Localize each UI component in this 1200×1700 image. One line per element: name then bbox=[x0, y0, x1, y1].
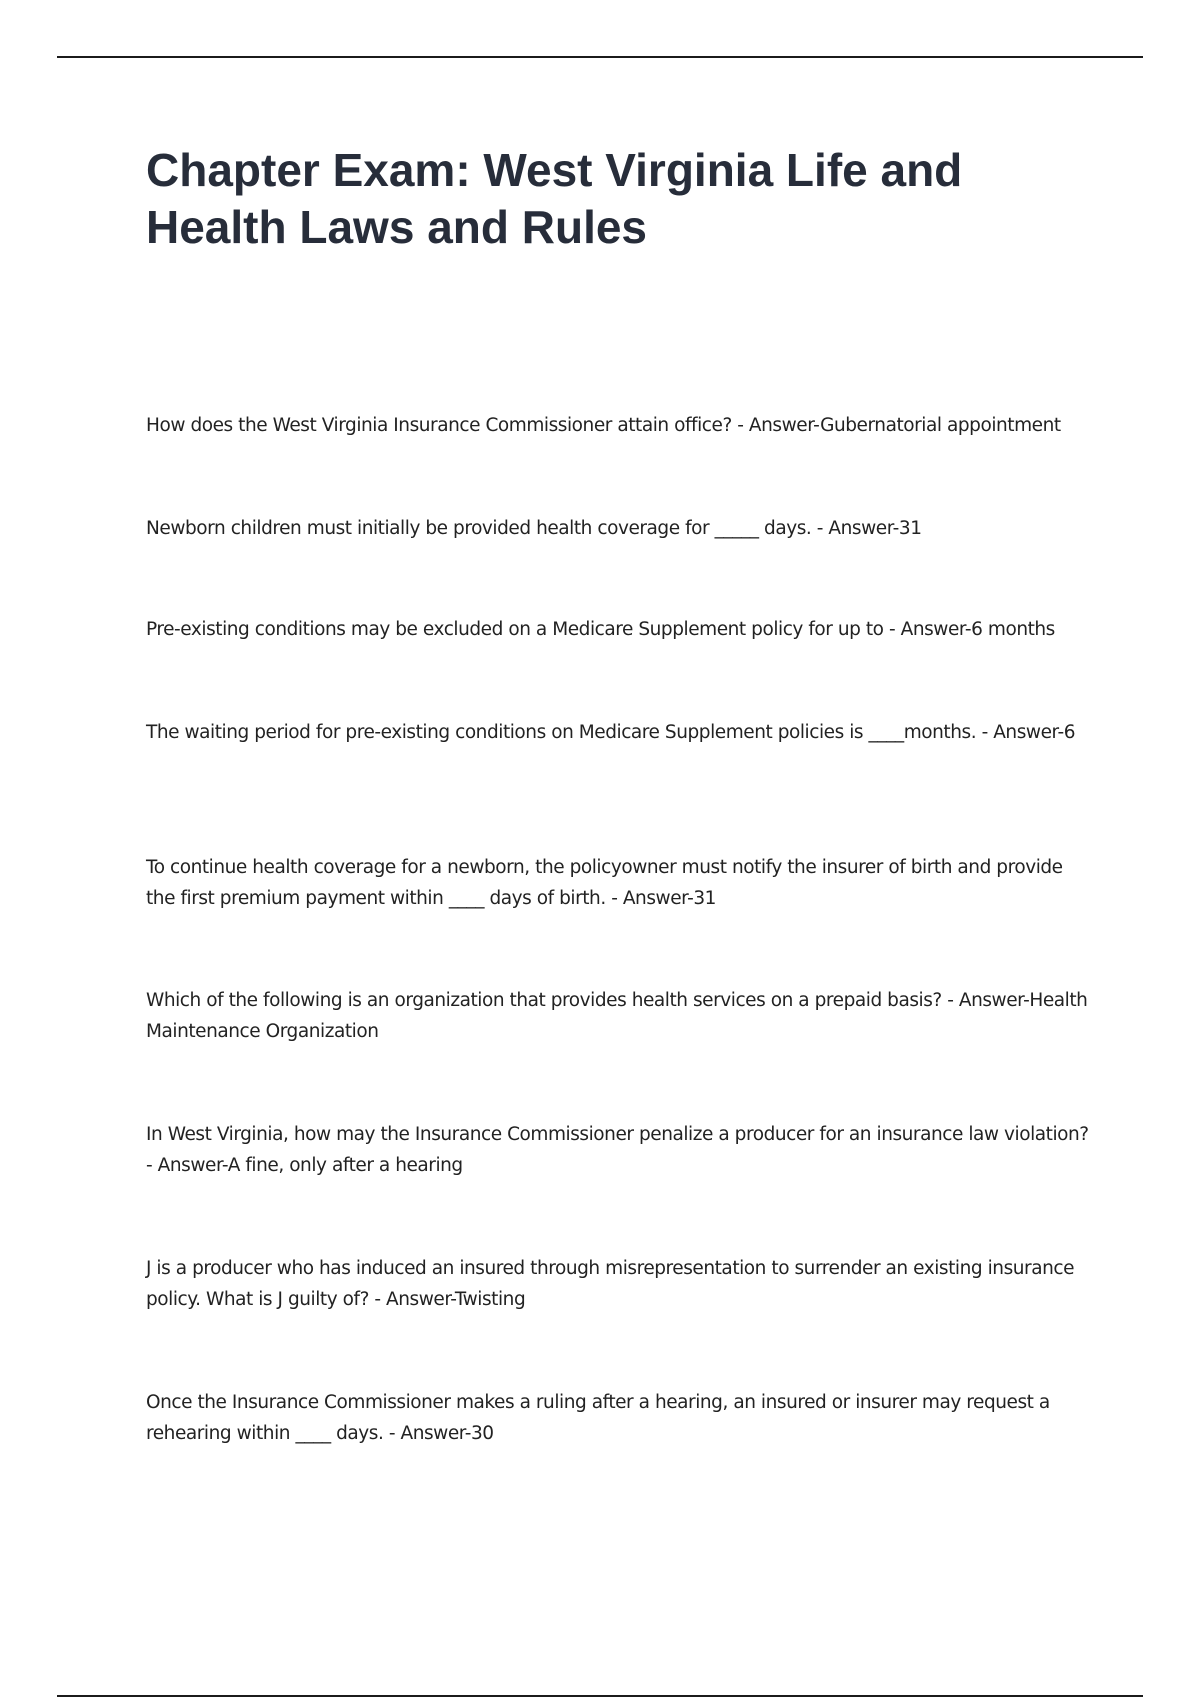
answer-text: Gubernatorial appointment bbox=[820, 415, 1061, 436]
question-text: J is a producer who has induced an insured through misrepresentation to surrender an existing insurance policy. What is J guilty of? bbox=[146, 1258, 1075, 1310]
qa-item bbox=[146, 1119, 1096, 1181]
question-text: Which of the following is an organization that provides health services on a prepaid basis? bbox=[146, 990, 942, 1011]
qa-item bbox=[146, 1387, 1096, 1449]
answer-text: Health Maintenance Organization bbox=[146, 990, 1088, 1042]
question-text: In West Virginia, how may the Insurance Commissioner penalize a producer for an insurance law violation? bbox=[146, 1124, 1089, 1145]
answer-text: A fine, only after a hearing bbox=[227, 1155, 463, 1176]
question-text: Newborn children must initially be provided health coverage for _____ days. bbox=[146, 518, 812, 539]
answer-separator: - Answer- bbox=[883, 619, 972, 640]
answer-separator: - Answer- bbox=[811, 518, 899, 539]
qa-item bbox=[146, 410, 1096, 441]
answer-separator: - Answer- bbox=[941, 990, 1030, 1011]
answer-separator: - Answer- bbox=[605, 888, 694, 909]
question-text: The waiting period for pre-existing conditions on Medicare Supplement policies is ____months. bbox=[146, 722, 977, 743]
answer-text: 30 bbox=[470, 1423, 494, 1444]
answer-separator: - Answer- bbox=[368, 1289, 455, 1310]
question-text: How does the West Virginia Insurance Commissioner attain office? bbox=[146, 415, 732, 436]
bottom-divider bbox=[57, 1695, 1143, 1697]
qa-item bbox=[146, 985, 1096, 1047]
answer-text: 31 bbox=[693, 888, 716, 909]
qa-item bbox=[146, 717, 1096, 748]
page-title: Chapter Exam: West Virginia Life and Health Laws and Rules bbox=[146, 144, 963, 253]
qa-item bbox=[146, 1253, 1096, 1315]
top-divider bbox=[57, 56, 1143, 58]
question-text: Once the Insurance Commissioner makes a ruling after a hearing, an insured or insurer may request a rehearing within ____ days. bbox=[146, 1392, 1050, 1444]
answer-separator: - Answer- bbox=[146, 1155, 228, 1176]
answer-text: Twisting bbox=[454, 1289, 526, 1310]
qa-item bbox=[146, 614, 1096, 645]
qa-item bbox=[146, 852, 1096, 914]
answer-separator: - Answer- bbox=[976, 722, 1064, 743]
question-text: To continue health coverage for a newborn, the policyowner must notify the insurer of birth and provide the first premium payment within ____ days of birth. bbox=[146, 857, 1063, 909]
question-text: Pre-existing conditions may be excluded on a Medicare Supplement policy for up to bbox=[146, 619, 884, 640]
qa-item bbox=[146, 513, 1096, 544]
answer-text: 6 bbox=[1063, 722, 1076, 743]
answer-separator: - Answer- bbox=[383, 1423, 471, 1444]
answer-text: 31 bbox=[898, 518, 922, 539]
answer-text: 6 months bbox=[971, 619, 1055, 640]
answer-separator: - Answer- bbox=[731, 415, 821, 436]
